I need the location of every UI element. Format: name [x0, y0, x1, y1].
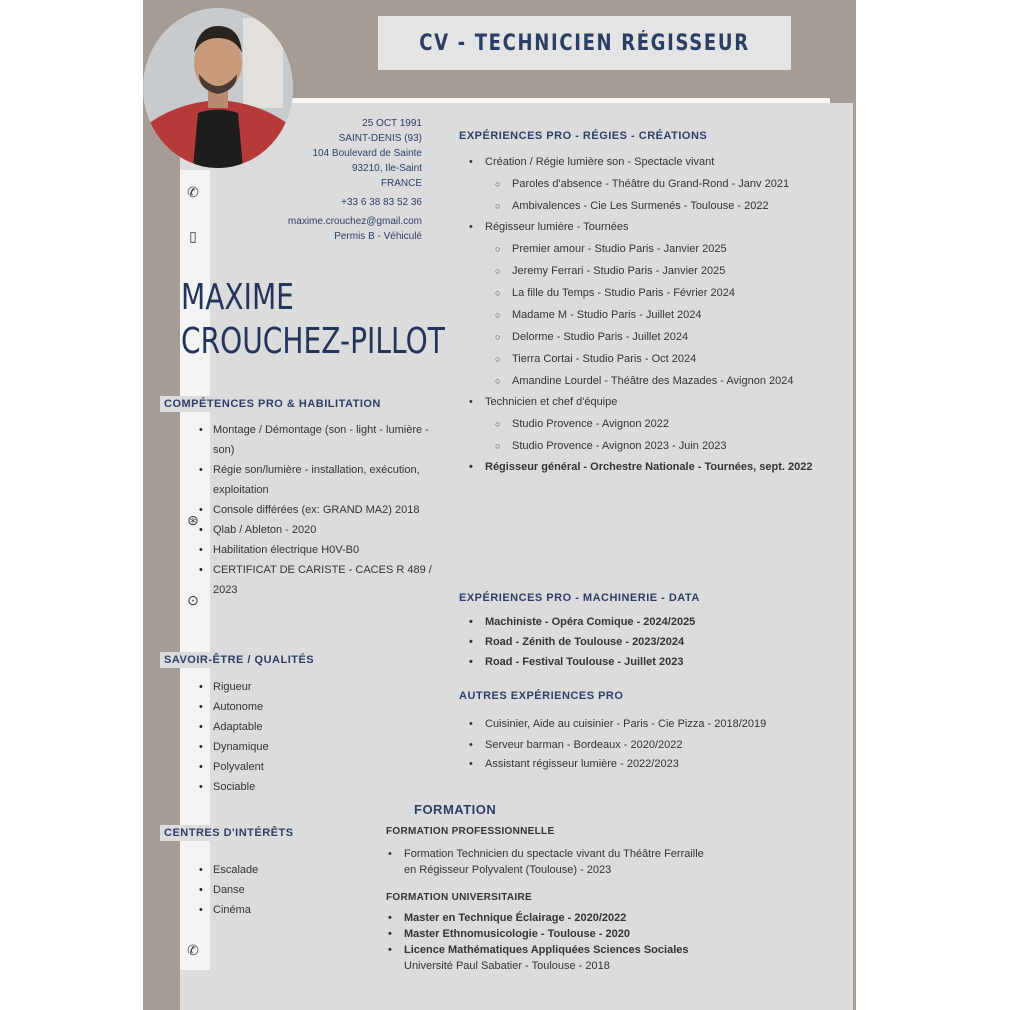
list-item: • Formation Technicien du spectacle vivant du Théâtre Ferraille [380, 846, 800, 862]
competences-title: COMPÉTENCES PRO & HABILITATION [160, 396, 385, 412]
link-icon: ✆ [187, 942, 199, 958]
list-item: ○ Paroles d'absence - Théâtre du Grand-Rond - Janv 2021 [455, 173, 835, 195]
competences-list [195, 420, 445, 600]
formation-title: FORMATION [414, 802, 497, 817]
list-item: • Habilitation électrique H0V-B0 [195, 540, 445, 560]
list-item: • Polyvalent [195, 757, 445, 777]
title-box [378, 16, 791, 70]
phone-number[interactable]: +33 6 38 83 52 36 [341, 197, 422, 208]
email-address[interactable]: maxime.crouchez@gmail.com [287, 216, 422, 227]
list-item-continuation: en Régisseur Polyvalent (Toulouse) - 2023 [404, 864, 612, 876]
list-item: ○ Madame M - Studio Paris - Juillet 2024 [455, 304, 835, 326]
list-item: • Rigueur [195, 677, 445, 697]
list-item: • Road - Zénith de Toulouse - 2023/2024 [455, 632, 835, 652]
list-item: • Machiniste - Opéra Comique - 2024/2025 [455, 612, 835, 632]
last-name: CROUCHEZ-PILLOT [181, 321, 445, 362]
soft-skills-list [195, 677, 445, 797]
list-item: • Régisseur général - Orchestre Nationale - Tournées, sept. 2022 [455, 457, 835, 478]
list-item: • Licence Mathématiques Appliquées Sciences Sociales [380, 942, 800, 958]
driving-license: Permis B - Véhiculé [334, 231, 422, 242]
list-item: • Technicien et chef d'équipe [455, 392, 835, 413]
page-title: CV - TECHNICIEN RÉGISSEUR [419, 30, 750, 56]
list-item: • Escalade [195, 860, 445, 880]
first-name: MAXIME [181, 277, 294, 318]
list-item: • Création / Régie lumière son - Spectacle vivant [455, 152, 835, 173]
formation-univ-list [380, 910, 800, 974]
list-item: • Dynamique [195, 737, 445, 757]
location-icon: ⊙ [187, 592, 199, 608]
list-item: • Assistant régisseur lumière - 2022/2023 [455, 755, 795, 774]
list-item: ○ Studio Provence - Avignon 2022 [455, 413, 835, 435]
list-item: ○ Studio Provence - Avignon 2023 - Juin 2023 [455, 435, 835, 457]
mobile-icon: ▯ [189, 228, 197, 244]
list-item: ○ Premier amour - Studio Paris - Janvier 2025 [455, 238, 835, 260]
autres-list [455, 716, 795, 774]
list-item: • Qlab / Ableton - 2020 [195, 520, 445, 540]
list-item: • Cinéma [195, 900, 445, 920]
list-item: • Régie son/lumière - installation, exécution, exploitation [195, 460, 445, 500]
email-icon: ⊛ [187, 512, 199, 528]
list-item: • Autonome [195, 697, 445, 717]
autres-title: AUTRES EXPÉRIENCES PRO [459, 690, 624, 702]
list-item: • Régisseur lumière - Tournées [455, 217, 835, 238]
list-item: • Adaptable [195, 717, 445, 737]
list-item: • Master Ethnomusicologie - Toulouse - 2020 [380, 926, 800, 942]
birth-place: SAINT-DENIS (93) [338, 133, 422, 144]
list-item: • Console différées (ex: GRAND MA2) 2018 [195, 500, 445, 520]
list-item: • Montage / Démontage (son - light - lumière - son) [195, 420, 445, 460]
list-item: • Sociable [195, 777, 445, 797]
exp-creations-title: EXPÉRIENCES PRO - RÉGIES - CRÉATIONS [459, 130, 708, 142]
list-item: • Master en Technique Éclairage - 2020/2022 [380, 910, 800, 926]
address-line-1: 104 Boulevard de Sainte [312, 148, 422, 159]
list-item: ○ La fille du Temps - Studio Paris - Février 2024 [455, 282, 835, 304]
exp-machinerie-title: EXPÉRIENCES PRO - MACHINERIE - DATA [459, 592, 700, 604]
list-item: ○ Tierra Cortai - Studio Paris - Oct 2024 [455, 348, 835, 370]
address-line-2: 93210, Ile-Saint [351, 163, 422, 174]
address-country: FRANCE [380, 178, 422, 189]
formation-pro-heading: FORMATION PROFESSIONNELLE [386, 826, 555, 837]
person-name [181, 276, 445, 364]
birth-date: 25 OCT 1991 [362, 118, 422, 129]
list-item: ○ Delorme - Studio Paris - Juillet 2024 [455, 326, 835, 348]
list-item: • Danse [195, 880, 445, 900]
list-item: ○ Ambivalences - Cie Les Surmenés - Toulouse - 2022 [455, 195, 835, 217]
list-item: ○ Amandine Lourdel - Théâtre des Mazades - Avignon 2024 [455, 370, 835, 392]
list-item: • CERTIFICAT DE CARISTE - CACES R 489 / 2023 [195, 560, 445, 600]
soft-skills-title: SAVOIR-ÊTRE / QUALITÉS [160, 652, 318, 668]
phone-icon: ✆ [187, 184, 199, 200]
formation-univ-heading: FORMATION UNIVERSITAIRE [386, 892, 532, 903]
list-item: ○ Jeremy Ferrari - Studio Paris - Janvier 2025 [455, 260, 835, 282]
list-item: • Cuisinier, Aide au cuisinier - Paris - Cie Pizza - 2018/2019 [455, 716, 795, 733]
exp-creations-list [455, 152, 835, 478]
exp-machinerie-list [455, 612, 835, 672]
contact-block [216, 116, 422, 244]
list-item: • Road - Festival Toulouse - Juillet 2023 [455, 652, 835, 672]
list-item-continuation: Université Paul Sabatier - Toulouse - 2018 [404, 960, 610, 972]
interests-title: CENTRES D'INTÉRÊTS [160, 825, 298, 841]
formation-pro-list [380, 846, 800, 878]
list-item: • Serveur barman - Bordeaux - 2020/2022 [455, 736, 795, 755]
